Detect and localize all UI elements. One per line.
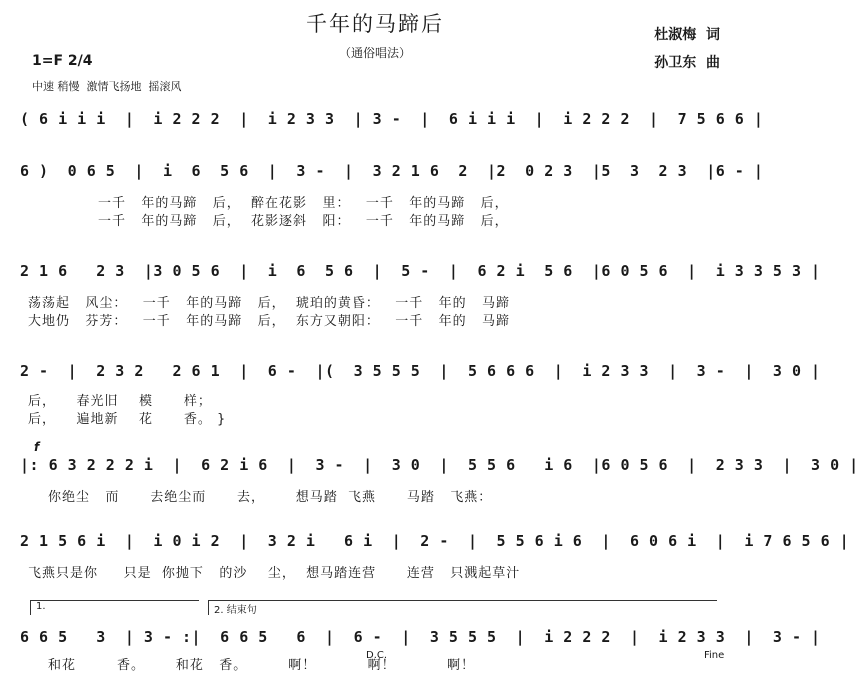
score-line-2-lyrics-1: 一千 年的马蹄 后， 醉在花影 里： 一千 年的马蹄 后，: [98, 196, 509, 211]
score-line-4-notes: 2 - | 2 3 2 2 6 1 | 6 - |( 3 5 5 5 | 5 6 6 6 | i 2 3 3 | 3 - | 3 0 |: [20, 362, 821, 380]
dynamic-forte: f: [34, 440, 40, 454]
fine-mark: Fine: [704, 650, 725, 661]
ending-label-1: 1.: [36, 601, 46, 612]
composer-credit: 孙卫东 曲: [654, 55, 720, 71]
score-line-3-lyrics-2: 大地仍 芬芳： 一千 年的马蹄 后， 东方又朝阳： 一千 年的 马蹄: [28, 314, 511, 329]
ending-box-1: [30, 600, 199, 615]
song-title: 千年的马蹄后: [306, 12, 444, 36]
score-line-4-lyrics-2: 后， 遍地新 花 香。 }: [28, 412, 227, 427]
score-line-4-lyrics-1: 后， 春光旧 模 样；: [28, 394, 212, 409]
score-line-3-notes: 2 1 6 2 3 |3 0 5 6 | i 6 5 6 | 5 - | 6 2 i 5 6 |6 0 5 6 | i 3 3 5 3 |: [20, 262, 821, 280]
score-line-2-notes: 6 ) 0 6 5 | i 6 5 6 | 3 - | 3 2 1 6 2 |2 0 2 3 |5 3 2 3 |6 - |: [20, 162, 764, 180]
song-subtitle: （通俗唱法）: [338, 46, 411, 60]
score-line-7-notes: 6 6 5 3 | 3 - :| 6 6 5 6 | 6 - | 3 5 5 5 | i 2 2 2 | i 2 3 3 | 3 - |: [20, 628, 821, 646]
score-line-6-lyrics-1: 飞燕只是你 只是 你抛下 的沙 尘， 想马踏连营 连营 只溅起草汁: [28, 566, 521, 581]
lyricist-credit: 杜淑梅 词: [654, 27, 720, 43]
ending-box-2: [208, 600, 717, 615]
ending-label-2: 2. 结束句: [214, 605, 257, 616]
tempo-marking: 中速 稍慢 激情飞扬地 摇滚风: [32, 80, 182, 93]
score-line-1-notes: ( 6 i i i | i 2 2 2 | i 2 3 3 | 3 - | 6 i i i | i 2 2 2 | 7 5 6 6 |: [20, 110, 764, 128]
score-line-7-lyrics-1: 和花 香。 和花 香。 啊！ 啊！ 啊！: [48, 658, 475, 673]
score-line-3-lyrics-1: 荡荡起 风尘： 一千 年的马蹄 后， 琥珀的黄昏： 一千 年的 马蹄: [28, 296, 511, 311]
score-line-2-lyrics-2: 一千 年的马蹄 后， 花影逐斜 阳： 一千 年的马蹄 后，: [98, 214, 509, 229]
dc-mark: D.C.: [366, 650, 388, 661]
score-line-6-notes: 2 1 5 6 i | i 0 i 2 | 3 2 i 6 i | 2 - | 5 5 6 i 6 | 6 0 6 i | i 7 6 5 6 |: [20, 532, 850, 550]
score-line-5-lyrics-1: 你绝尘 而 去绝尘而 去， 想马踏 飞燕 马踏 飞燕：: [48, 490, 493, 505]
score-line-5-notes: |: 6 3 2 2 2 i | 6 2 i 6 | 3 - | 3 0 | 5 5 6 i 6 |6 0 5 6 | 2 3 3 | 3 0 |: [20, 456, 859, 474]
key-signature: 1=F 2/4: [32, 53, 93, 69]
